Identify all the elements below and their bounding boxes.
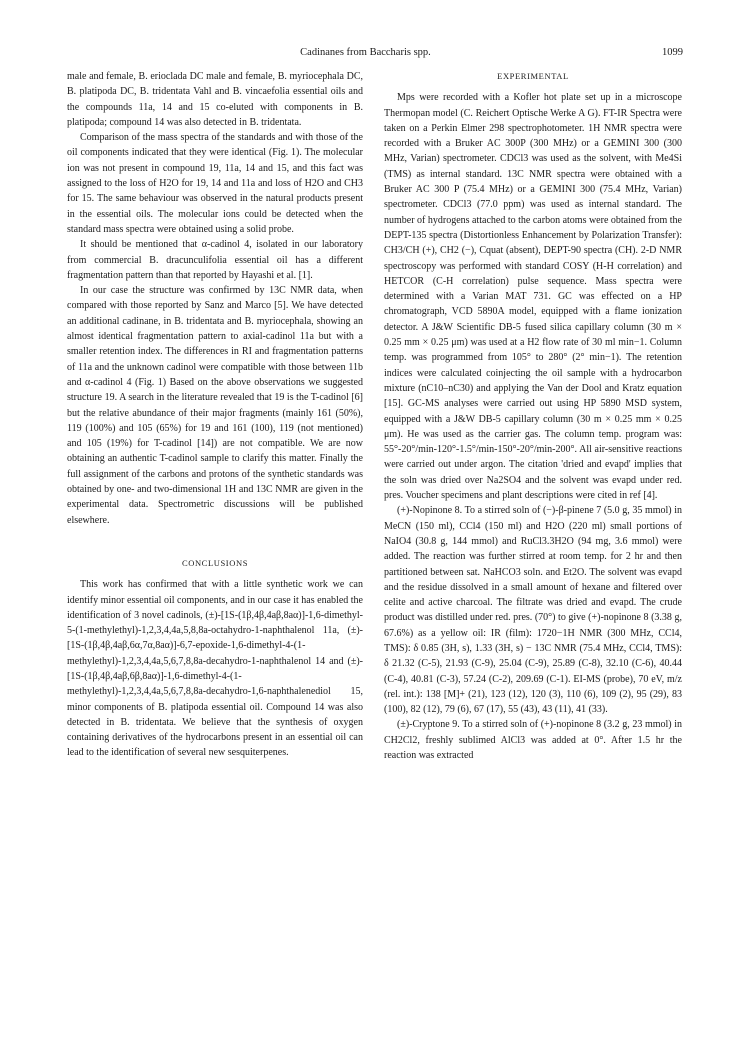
section-heading-conclusions: CONCLUSIONS (181, 557, 249, 568)
left-column (67, 69, 363, 761)
paragraph: In our case the structure was confirmed by 13C NMR data, when compared with those reported by Sanz and Marco [5]. We have detected an additional cadinane, in B. tridentata and B. myriocephala, showing an almost identical fragmentation pattern to axial-cadinol 11a but with a smaller retention index. The differences in RI and fragmentation patterns of 11a and the unknown cadinol were compatible with those between 11b and α-cadinol 4 (Fig. 1) Based on the above observations we suggested structure 19. A search in the literature revealed that 19 is the T-cadinol [6] but the relative abundance of their major fragments (mainly 161 (50%), 119 (100%) and 105 (65%) for 19 and 161 (100), 119 (not mentioned) and 105 (19%) for T-cadinol [14]) are not compatible. We are now obtaining an authentic T-cadinol sample to clarify this matter. Finally the full assignment of the carbons and protons of the synthetic standards was obtained by one- and two-dimensional 1H and 13C NMR are given in the experimental data. Spectrometric discussions will be published elsewhere. (67, 285, 363, 526)
paragraph: This work has confirmed that with a little synthetic work we can identify minor essential oil components, and in our case it has enabled the identification of 3 novel cadinols, (±)-[1S-(1β,4β,4aβ,8aα)]-1,6-dimethyl-5-(1-methylethyl)-1,2,3,4,4a,5,8,8a-octahydro-1-naphthalenol 11a, (±)-[1S-(1β,4β,4aβ,6α,7α,8aα)]-6,7-epoxide-1,6-dimethyl-4-(1-methylethyl)-1,2,3,4,4a,5,6,7,8,8a-decahydro-1-naphthalenol 14 and (±)-[1S-(1β,4β,4aβ,6β,8aα)]-1,6-dimethyl-4-(1-methylethyl)-1,2,3,4,4a,5,6,7,8,8a-decahydro-1,6-naphthalenediol 15, minor components of B. platipoda essential oil. Compound 14 was also detected in B. tridentata. We believe that the synthesis of oxygen containing derivatives of the hydrocarbons present in an essential oil can lead to the identification of several new sesquiterpenes. (67, 579, 363, 759)
paragraph: Mps were recorded with a Kofler hot plate set up in a microscope Thermopan model (C. Reichert Optische Werke A G). FT-IR Spectra were taken on a Perkin Elmer 298 spectrophotometer. 1H NMR spectra were recorded with a Bruker AC 300P (300 MHz) or a GEMINI 300 (300 MHz, Varian) spectrometer. CDCl3 was used as the solvent, with Me4Si (TMS) as internal standard. 13C NMR spectra were obtained with a Bruker AC 300 P (75.4 MHz) or a GEMINI 300 (75.4 MHz, Varian) spectrometer. CDCl3 (77.0 ppm) was used as internal standard. The number of hydrogens attached to the carbon atoms were obtained from the DEPT-135 spectra (Distortionless Enhancement by Polarization Transfer): CH3/CH (+), CH2 (−), Cquat (absent), DEPT-90 spectra (CH). 2-D NMR spectroscopy was performed with standard COSY (H-H correlation) and HETCOR (C-H correlation) pulse sequence. Mass spectra were determined with a Varian MAT 731. GC was effected on a HP chromatograph, VCD 5890A model, equipped with a flame ionization detector. A J&W Scientific DB-5 fused silica capillary column (30 m × 0.25 mm × 0.25 μm) was used at a H2 flow rate of 30 ml min−1. Column temp. was programmed from 105° to 280° (2° min−1). The retention indices were calculated coinjecting the oil sample with a hydrocarbon mixture (nC10–nC30) and applying the Van der Dool and Kratz equation [15]. GC-MS analyses were carried out using HP 5890 MSD system, equipped with a J&W DB-5 capillary column (30 m × 0.25 mm × 0.25 μm). He was used as the carrier gas. The column temp. program was: 55°-20°/min-120°-1.5°/min-150°-20°/min-200°. All air-sensitive reactions were carried out under argon. The citation 'dried and evapd' implies that the soln was dried over Na2SO4 and the solvent was evapd under red. pres. Voucher specimens and plant descriptions were cited in ref [4]. (384, 92, 682, 502)
page-number: 1099 (662, 47, 683, 58)
section-heading-experimental: EXPERIMENTAL (497, 71, 569, 81)
paragraph: male and female, B. erioclada DC male and female, B. myriocephala DC, B. platipoda DC, B. tridentata Vahl and B. vincaefolia essential oils and the compounds 11a, 14 and 15 co-eluted with components in B. platipoda; compound 14 was also detected in B. tridentata. (67, 71, 363, 128)
right-column (384, 69, 682, 763)
running-header-title: Cadinanes from Baccharis spp. (300, 47, 431, 58)
paragraph: (+)-Nopinone 8. To a stirred soln of (−)-β-pinene 7 (5.0 g, 35 mmol) in MeCN (150 ml), CCl4 (150 ml) and H2O (220 ml) small portions of NaIO4 (30.8 g, 144 mmol) and RuCl3.3H2O (94 mg, 3.6 mmol) were added. The reaction was further stirred at room temp. for 2 hr and then partitioned between sat. NaHCO3 soln. and Et2O. The solvent was evapd and the residue dissolved in a small amount of hexane and filtered over celite and active charcoal. The filtrate was dried and evapd. The crude product was distilled under red. pres. (70°) to give (+)-nopinone 8 (3.38 g, 67.6%) as a yellow oil: IR (film): 1720−1H NMR (300 MHz, CCl4, TMS): δ 0.85 (3H, s), 1.33 (3H, s) − 13C NMR (75.4 MHz, CCl4, TMS): δ 21.32 (C-5), 21.93 (C-9), 25.04 (C-9), 25.89 (C-8), 32.10 (C-6), 40.44 (C-4), 40.81 (C-3), 57.24 (C-2), 209.69 (C-1). EI-MS (probe), 70 eV, m/z (rel. int.): 138 [M]+ (21), 123 (12), 120 (3), 110 (6), 109 (2), 95 (29), 83 (100), 82 (12), 79 (6), 67 (17), 55 (43), 43 (11), 41 (33). (384, 505, 682, 716)
paragraph: Comparison of the mass spectra of the standards and with those of the oil components indicated that they were identical (Fig. 1). The molecular ion was not present in compound 19, 11a, 14 and 15, and this fact was assigned to the loss of H2O for 19, 14 and 11a and loss of H2O and CH3 for 15. The same behaviour was observed in the natural products present in the essential oils. The molecular ions could be detected when the standard mass spectra were obtained using a solid probe. (67, 132, 363, 235)
paragraph: It should be mentioned that α-cadinol 4, isolated in our laboratory from commercial B. dracunculifolia essential oil has a different fragmentation pattern than that reported by Hayashi et al. [1]. (67, 239, 363, 281)
paragraph: (±)-Cryptone 9. To a stirred soln of (+)-nopinone 8 (3.2 g, 23 mmol) in CH2Cl2, freshly sublimed AlCl3 was added at 0°. After 1.5 hr the reaction was extracted (384, 719, 682, 762)
